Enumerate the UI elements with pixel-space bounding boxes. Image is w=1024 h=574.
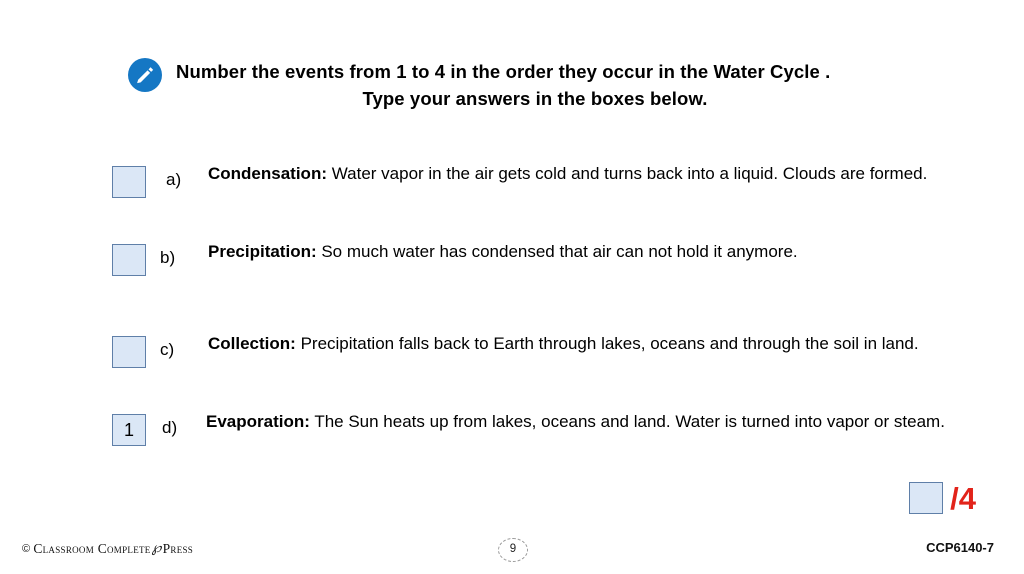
copyright-icon: © <box>22 542 31 555</box>
item-letter-b: b) <box>160 248 176 267</box>
item-text-d: The Sun heats up from lakes, oceans and land. Water is turned into vapor or steam. <box>309 412 945 431</box>
instruction-line-1: Number the events from 1 to 4 in the order they occur in the Water Cycle . <box>176 61 831 82</box>
score-total: /4 <box>950 480 976 516</box>
answer-input-d[interactable] <box>112 414 146 446</box>
list-item <box>112 238 972 290</box>
item-text-c: Precipitation falls back to Earth through lakes, oceans and through the soil in land. <box>295 334 919 353</box>
publisher-logo-icon: ℘ <box>151 541 162 556</box>
answer-input-a[interactable] <box>112 166 146 198</box>
answer-input-b[interactable] <box>112 244 146 276</box>
item-text-b: So much water has condensed that air can not hold it anymore. <box>316 242 798 261</box>
question-list <box>112 160 972 488</box>
publisher-footer <box>22 540 193 557</box>
publisher-name-part2: Press <box>162 540 194 556</box>
product-code: CCP6140-7 <box>926 540 994 555</box>
pencil-circle-icon <box>128 58 162 92</box>
page-number: 9 <box>498 538 528 562</box>
score-input[interactable] <box>909 482 943 514</box>
item-term-b: Precipitation: <box>208 242 317 261</box>
list-item <box>112 408 972 460</box>
item-body-b <box>208 238 968 265</box>
item-term-c: Collection: <box>208 334 296 353</box>
item-letter-c: c) <box>160 340 175 359</box>
item-letter-d: d) <box>162 418 178 437</box>
item-letter-a: a) <box>166 170 182 189</box>
item-term-a: Condensation: <box>208 164 327 183</box>
item-body-a <box>208 160 968 187</box>
instruction-line-2: Type your answers in the boxes below. <box>362 88 708 109</box>
list-item <box>112 160 972 212</box>
publisher-name-part1: Classroom Complete <box>33 540 151 556</box>
instruction-block <box>128 58 918 112</box>
score-area <box>909 482 976 514</box>
item-text-a: Water vapor in the air gets cold and turns back into a liquid. Clouds are formed. <box>327 164 928 183</box>
instruction-text <box>176 58 894 112</box>
item-body-c <box>208 330 968 357</box>
list-item <box>112 330 972 382</box>
item-body-d <box>206 408 966 435</box>
item-term-d: Evaporation: <box>206 412 310 431</box>
answer-input-c[interactable] <box>112 336 146 368</box>
